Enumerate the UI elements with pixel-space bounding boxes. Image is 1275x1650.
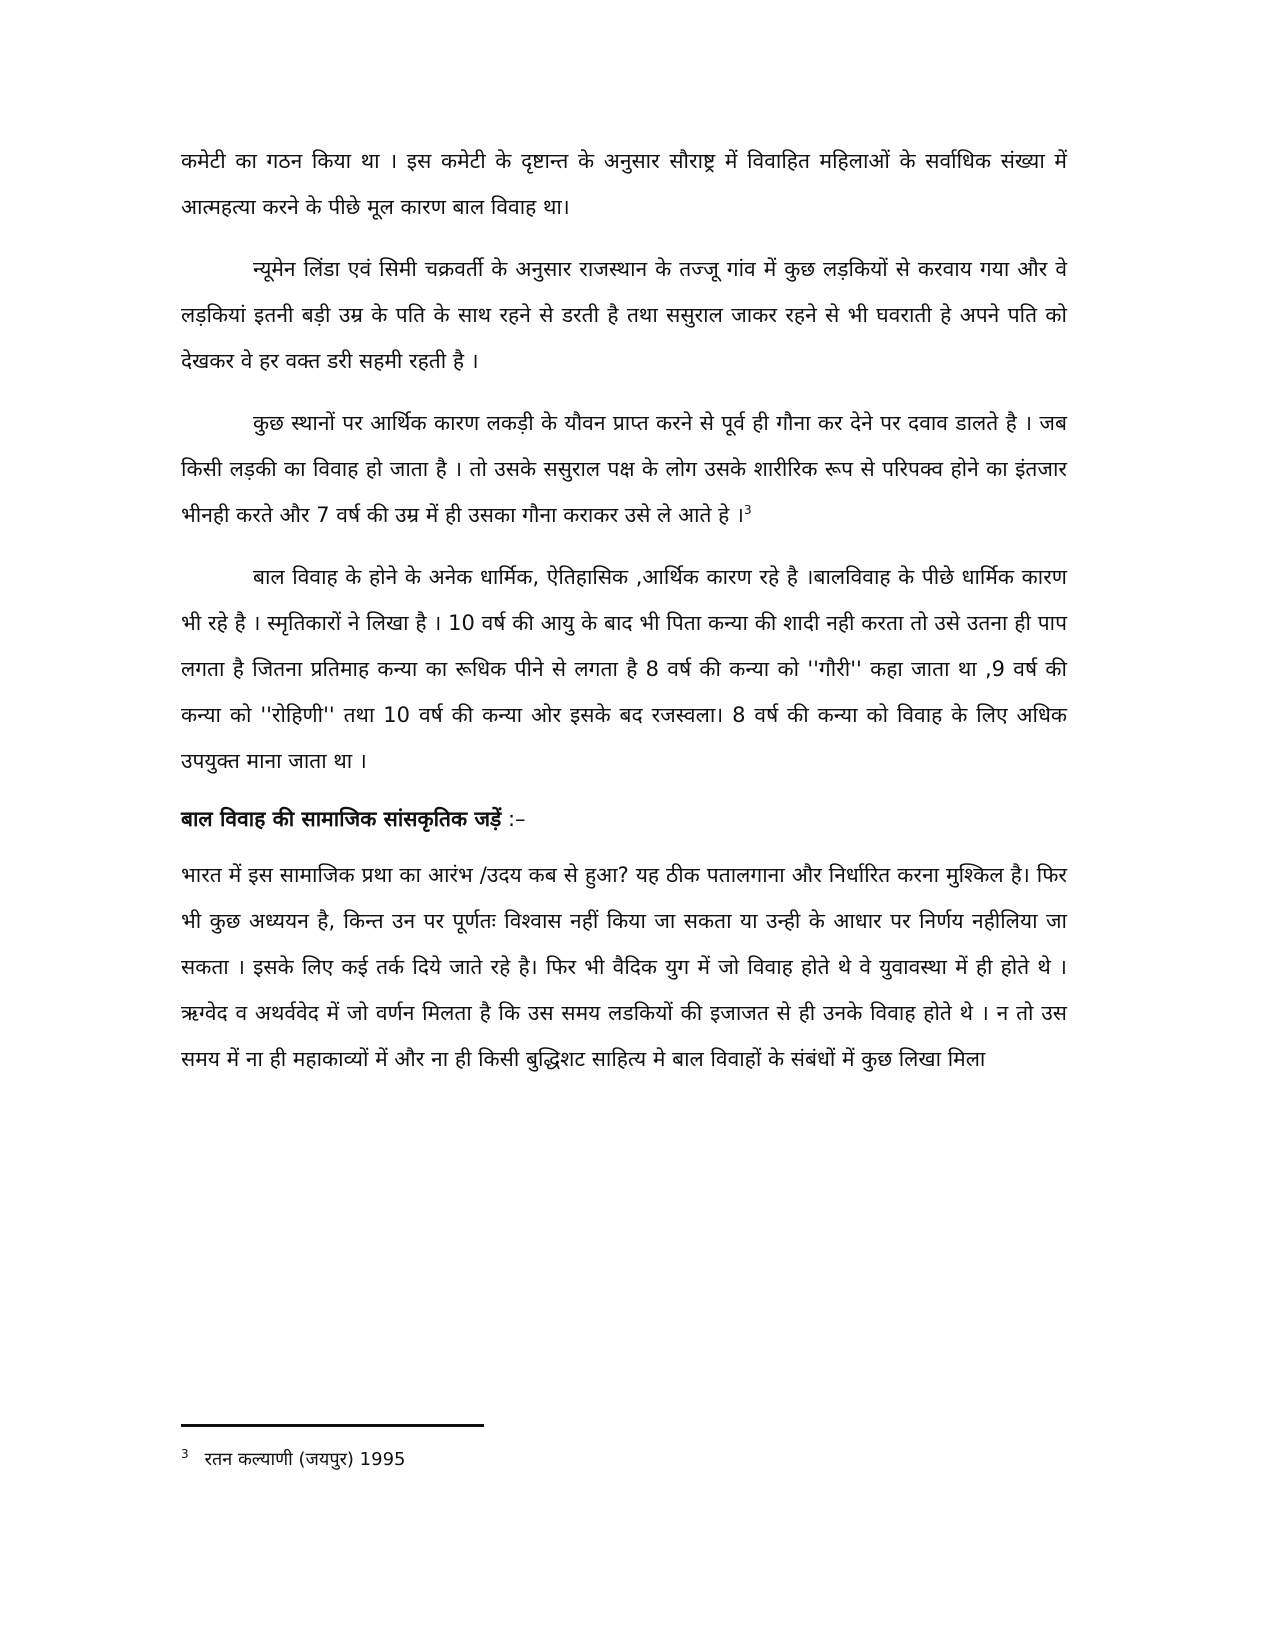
paragraph-text: कमेटी का गठन किया था । इस कमेटी के दृष्टान्त के अनुसार सौराष्ट्र में विवाहित महिलाओं के सर्वाधिक संख्या में आत्महत्या करने के पीछे मूल कारण बाल विवाह था। <box>181 149 1067 219</box>
footnote <box>181 1440 881 1474</box>
section-heading-suffix: :– <box>501 807 526 831</box>
footnote-number: 3 <box>181 1447 189 1461</box>
paragraph-economic-reasons <box>181 400 1067 538</box>
paragraph-text: भारत में इस सामाजिक प्रथा का आरंभ /उदय कब से हुआ? यह ठीक पतालगाना और निर्धारित करना मुश्किल है। फिर भी कुछ अध्ययन है, किन्त उन पर पूर्णतः विश्वास नहीं किया जा सकता या उन्ही के आधार पर निर्णय नहीलिया जा सकता । इसके लिए कई तर्क दिये जाते रहे है। फिर भी वैदिक युग में जो विवाह होते थे वे युवावस्था में ही होते थे । ऋग्वेद व अथर्ववेद में जो वर्णन मिलता है कि उस समय लडकियों की इजाजत से ही उनके विवाह होते थे । न तो उस समय में ना ही महाकाव्यों में और ना ही किसी बुद्धिशट साहित्य मे बाल विवाहों के संबंधों में कुछ लिखा मिला <box>181 863 1067 1071</box>
paragraph-text: बाल विवाह के होने के अनेक धार्मिक, ऐतिहासिक ,आर्थिक कारण रहे है ।बालविवाह के पीछे धार्मिक कारण भी रहे है । स्मृतिकारों ने लिखा है । 10 वर्ष की आयु के बाद भी पिता कन्या की शादी नही करता तो उसे उतना ही पाप लगता है जितना प्रतिमाह कन्या का रूधिक पीने से लगता है 8 वर्ष की कन्या को ''गौरी'' कहा जाता था ,9 वर्ष की कन्या को ''रोहिणी'' तथा 10 वर्ष की कन्या ओर इसके बद रजस्वला। 8 वर्ष की कन्या को विवाह के लिए अधिक उपयुक्त माना जाता था । <box>181 565 1067 773</box>
paragraph-origin <box>181 852 1067 1082</box>
document-body <box>181 138 1067 1082</box>
footnote-reference: 3 <box>743 503 752 517</box>
paragraph-religious-reasons <box>181 554 1067 784</box>
footnote-text: रतन कल्याणी (जयपुर) 1995 <box>204 1449 406 1470</box>
section-heading-text: बाल विवाह की सामाजिक सांसकृतिक जड़ें <box>181 807 502 831</box>
footnote-divider <box>181 1424 484 1427</box>
paragraph-text: न्यूमेन लिंडा एवं सिमी चक्रवर्ती के अनुसार राजस्थान के तज्जू गांव में कुछ लड़कियों से करवाय गया और वे लड़कियां इतनी बड़ी उम्र के पति के साथ रहने से डरती है तथा ससुराल जाकर रहने से भी घवराती हे अपने पति को देखकर वे हर वक्त डरी सहमी रहती है । <box>181 257 1067 373</box>
section-heading <box>181 796 1067 842</box>
paragraph-text: कुछ स्थानों पर आर्थिक कारण लकड़ी के यौवन प्राप्त करने से पूर्व ही गौना कर देने पर दवाव डालते है । जब किसी लड़की का विवाह हो जाता है । तो उसके ससुराल पक्ष के लोग उसके शारीरिक रूप से परिपक्व होने का इंतजार भीनही करते और 7 वर्ष की उम्र में ही उसका गौना कराकर उसे ले आते हे । <box>181 411 1067 527</box>
paragraph-committee <box>181 138 1067 230</box>
paragraph-newman-linda <box>181 246 1067 384</box>
